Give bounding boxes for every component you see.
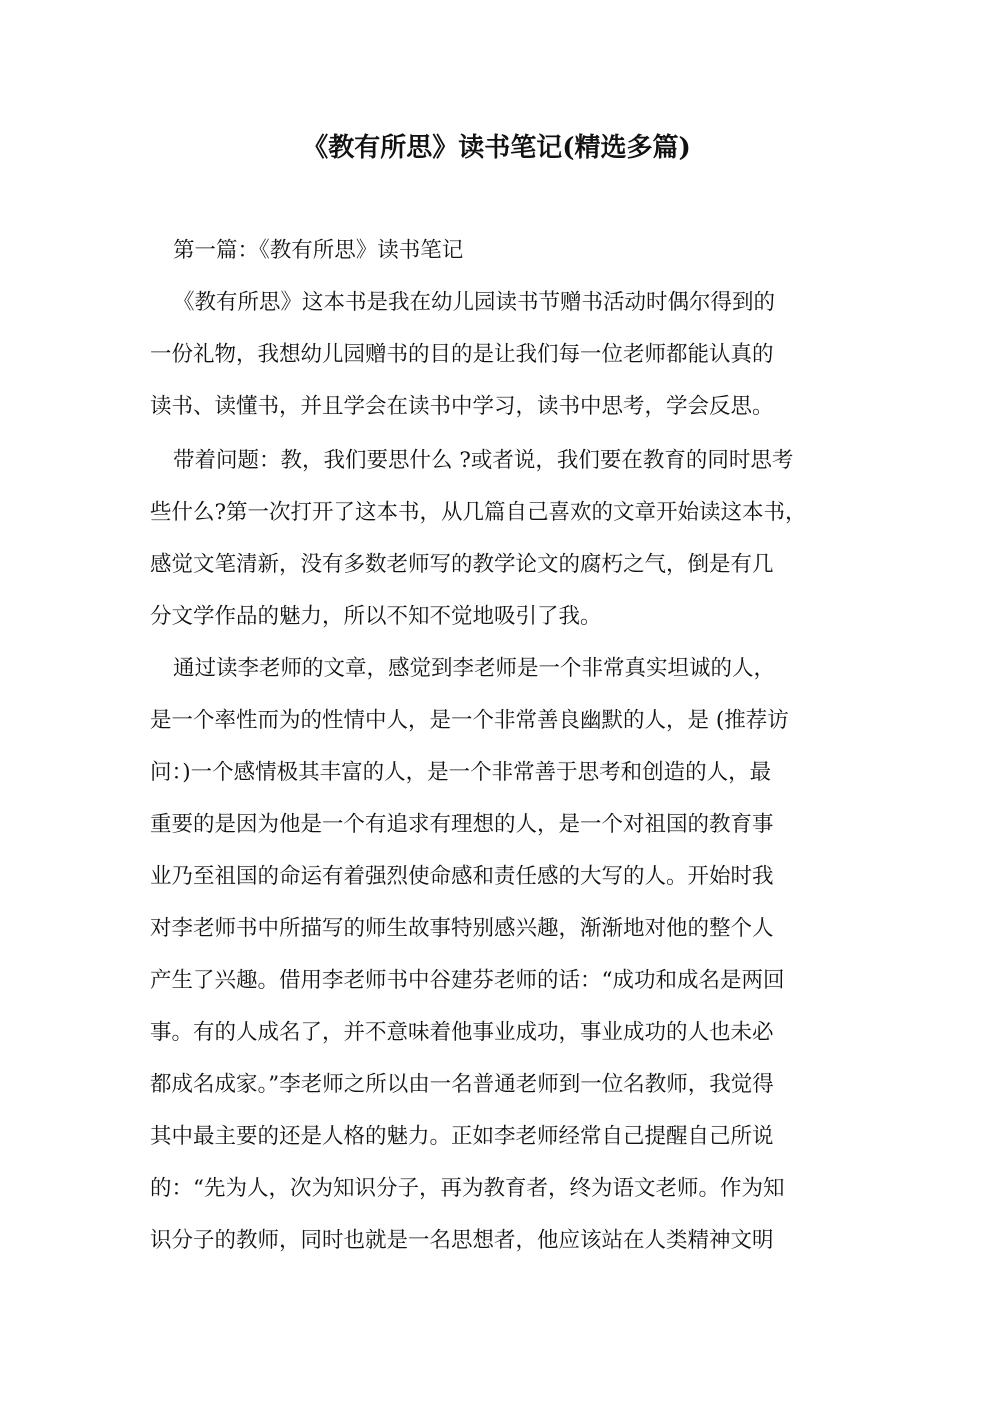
paragraph-line: 事。有的人成名了，并不意味着他事业成功，事业成功的人也未必 xyxy=(150,1020,774,1045)
paragraph-line: 问：)一个感情极其丰富的人，是一个非常善于思考和创造的人，最 xyxy=(150,760,772,785)
paragraph-line: 感觉文笔清新，没有多数老师写的教学论文的腐朽之气，倒是有几 xyxy=(150,552,774,577)
paragraph-line: 其中最主要的还是人格的魅力。正如李老师经常自己提醒自己所说 xyxy=(150,1124,774,1149)
paragraph-line: 《教有所思》这本书是我在幼儿园读书节赠书活动时偶尔得到的 xyxy=(173,290,776,315)
paragraph-line: 对李老师书中所描写的师生故事特别感兴趣，渐渐地对他的整个人 xyxy=(150,916,774,941)
paragraph-line: 一份礼物，我想幼儿园赠书的目的是让我们每一位老师都能认真的 xyxy=(150,342,774,367)
paragraph-line: 的：“先为人，次为知识分子，再为教育者，终为语文老师。作为知 xyxy=(150,1176,785,1201)
paragraph-line: 重要的是因为他是一个有追求有理想的人，是一个对祖国的教育事 xyxy=(150,812,774,837)
paragraph-line: 都成名成家。”李老师之所以由一名普通老师到一位名教师，我觉得 xyxy=(150,1072,774,1097)
paragraph-line: 通过读李老师的文章，感觉到李老师是一个非常真实坦诚的人， xyxy=(173,656,776,681)
paragraph-line: 业乃至祖国的命运有着强烈使命感和责任感的大写的人。开始时我 xyxy=(150,864,774,889)
section-heading: 第一篇：《教有所思》读书笔记 xyxy=(173,238,464,263)
paragraph-line: 产生了兴趣。借用李老师书中谷建芬老师的话：“成功和成名是两回 xyxy=(150,968,785,993)
paragraph-line: 带着问题：教，我们要思什么 ?或者说，我们要在教育的同时思考 xyxy=(173,448,794,473)
paragraph-line: 读书、读懂书，并且学会在读书中学习，读书中思考，学会反思。 xyxy=(150,394,774,419)
paragraph-line: 识分子的教师，同时也就是一名思想者，他应该站在人类精神文明 xyxy=(150,1228,774,1253)
paragraph-line: 分文学作品的魅力，所以不知不觉地吸引了我。 xyxy=(150,604,602,629)
paragraph-line: 些什么?第一次打开了这本书，从几篇自己喜欢的文章开始读这本书， xyxy=(150,500,807,525)
document-title: 《教有所思》读书笔记(精选多篇) xyxy=(302,133,691,163)
paragraph-line: 是一个率性而为的性情中人，是一个非常善良幽默的人，是 (推荐访 xyxy=(150,708,789,733)
